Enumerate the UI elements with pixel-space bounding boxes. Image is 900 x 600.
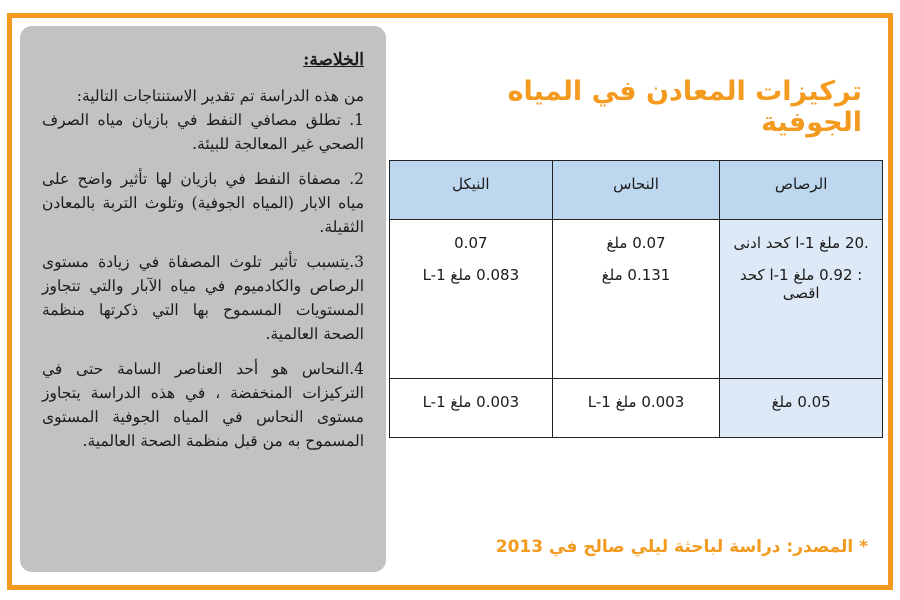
summary-point: 4.النحاس هو أحد العناصر السامة حتى في التركيزات المنخفضة ، في هذه الدراسة يتجاوز مستوى النحاس في المياه الجوفية المستوى المسموح به من قبل منظمة الصحة العالمية. xyxy=(42,360,364,450)
header-nickel: النيكل xyxy=(390,161,553,220)
summary-heading: الخلاصة: xyxy=(303,50,364,70)
cell-copper-value: 0.003 ملغ L-1 xyxy=(587,393,685,411)
cell-lead-max: : 0.92 ملغ 1-l كحد اقصى xyxy=(739,266,863,302)
cell-copper-2: 0.131 ملغ xyxy=(601,266,671,284)
summary-point: 3.يتسبب تأثير تلوث المصفاة في زيادة مستوى الرصاص والكادميوم في مياه الآبار والتي تتجاوز المستويات المسموح بها التي ذكرتها منظمة الصحة العالمية. xyxy=(42,253,364,343)
header-lead: الرصاص xyxy=(720,161,883,220)
table-header-row xyxy=(390,161,883,220)
summary-point: 1. تطلق مصافي النفط في بازيان مياه الصرف الصحي غير المعالجة للبيئة. xyxy=(42,111,364,153)
cell-nickel-2: 0.083 ملغ L-1 xyxy=(422,266,520,284)
cell-lead xyxy=(720,220,883,379)
summary-panel xyxy=(20,26,386,572)
cell-lead-min: .20 ملغ 1-l كحد ادنى xyxy=(733,234,869,252)
cell-copper xyxy=(552,220,720,379)
table-row xyxy=(390,220,883,379)
cell-copper xyxy=(552,379,720,438)
cell-copper-1: 0.07 ملغ xyxy=(606,234,666,252)
cell-lead-value: 0.05 ملغ xyxy=(771,393,831,411)
cell-nickel xyxy=(390,220,553,379)
cell-nickel-value: 0.003 ملغ L-1 xyxy=(422,393,520,411)
table-row xyxy=(390,379,883,438)
cell-nickel-1: 0.07 xyxy=(454,234,488,252)
source-note: * المصدر: دراسة لباحثة ليلي صالح في 2013 xyxy=(495,537,868,557)
header-copper: النحاس xyxy=(552,161,720,220)
page-title: تركيزات المعادن في المياه الجوفية xyxy=(507,76,862,138)
cell-lead xyxy=(720,379,883,438)
summary-point: 2. مصفاة النفط في بازيان لها تأثير واضح على مياه الابار (المياه الجوفية) وتلوث التربة بالمعادن الثقيلة. xyxy=(42,170,364,236)
summary-intro: من هذه الدراسة تم تقدير الاستنتاجات التالية: xyxy=(76,87,364,105)
metals-table xyxy=(389,160,883,438)
cell-nickel xyxy=(390,379,553,438)
